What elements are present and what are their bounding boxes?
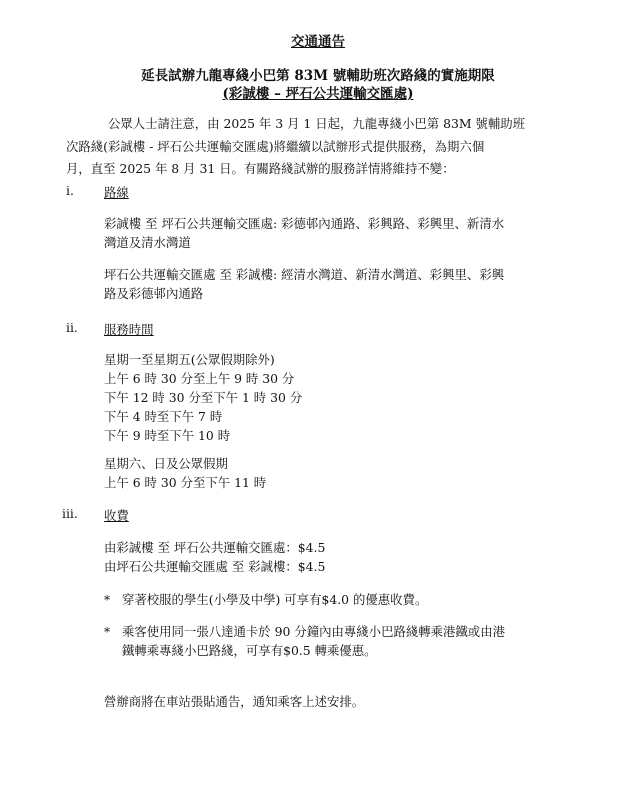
note-line: 乘客使用同一張八達通卡於 90 分鐘內由專綫小巴路綫轉乘港鐵或由港	[122, 624, 505, 639]
fare-line: 由彩誠樓 至 坪石公共運輸交匯處：$4.5	[104, 540, 326, 555]
section-number-hours: ii.	[66, 320, 78, 335]
hours-line: 上午 6 時 30 分至下午 11 時	[104, 475, 267, 490]
fare-note-interchange	[122, 622, 580, 660]
note-line: 穿著校服的學生(小學及中學) 可享有$4.0 的優惠收費。	[122, 592, 428, 607]
hours-line: 下午 9 時至下午 10 時	[104, 428, 231, 443]
hours-line: 下午 12 時 30 分至下午 1 時 30 分	[104, 390, 303, 405]
intro-paragraph	[66, 113, 580, 181]
hours-weekend	[104, 454, 580, 492]
note-asterisk: *	[104, 592, 111, 607]
note-asterisk: *	[104, 624, 111, 639]
fare-list	[104, 538, 580, 576]
route-inbound	[104, 265, 580, 303]
intro-line: 公眾人士請注意，由 2025 年 3 月 1 日起，九龍專綫小巴第 83M 號輔助班	[108, 116, 526, 131]
section-heading-fares: 收費	[104, 508, 129, 523]
fare-note-student	[122, 590, 580, 609]
route-line: 灣道及清水灣道	[104, 235, 191, 250]
intro-line: 月，直至 2025 年 8 月 31 日。有關路綫試辦的服務詳情將維持不變：	[66, 161, 455, 176]
section-heading-hours: 服務時間	[104, 322, 154, 337]
hours-line: 下午 4 時至下午 7 時	[104, 409, 223, 424]
hours-line: 星期一至星期五(公眾假期除外)	[104, 352, 275, 367]
route-line: 坪石公共運輸交匯處 至 彩誠樓: 經清水灣道、新清水灣道、彩興里、彩興	[104, 267, 505, 282]
section-number-route: i.	[66, 183, 74, 198]
route-line: 路及彩德邨內通路	[104, 286, 204, 301]
hours-line: 星期六、日及公眾假期	[104, 456, 228, 471]
fare-line: 由坪石公共運輸交匯處 至 彩誠樓：$4.5	[104, 559, 326, 574]
notice-headline: 延長試辦九龍專綫小巴第 83M 號輔助班次路綫的實施期限	[141, 68, 495, 84]
intro-line: 次路綫(彩誠樓 - 坪石公共運輸交匯處)將繼續以試辦形式提供服務，為期六個	[66, 138, 485, 154]
notice-title: 交通通告	[291, 34, 345, 50]
route-line: 彩誠樓 至 坪石公共運輸交匯處: 彩德邨內通路、彩興路、彩興里、新清水	[104, 216, 505, 231]
note-line: 鐵轉乘專綫小巴路綫，可享有$0.5 轉乘優惠。	[122, 643, 377, 658]
closing-statement: 營辦商將在車站張貼通告，通知乘客上述安排。	[104, 694, 365, 709]
section-heading-route: 路線	[104, 185, 129, 200]
hours-weekday	[104, 350, 580, 445]
hours-line: 上午 6 時 30 分至上午 9 時 30 分	[104, 371, 295, 386]
route-outbound	[104, 214, 580, 252]
section-number-fares: iii.	[62, 506, 78, 521]
notice-subhead: (彩誠樓 – 坪石公共運輸交匯處)	[222, 86, 414, 102]
